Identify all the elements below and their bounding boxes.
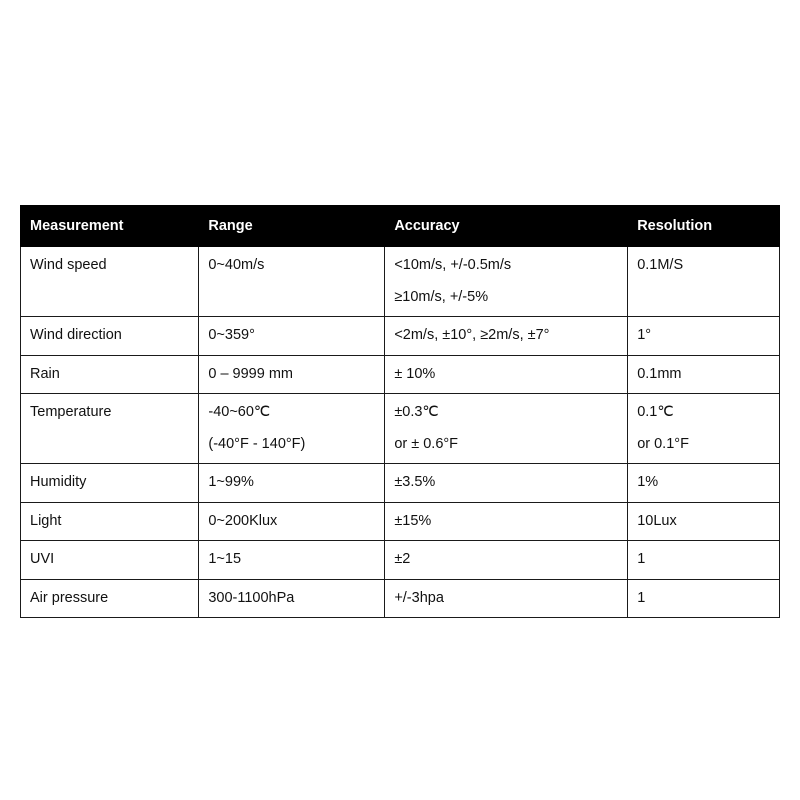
table-cell-range [199, 502, 385, 540]
cell-text: 0~40m/s [208, 257, 265, 274]
cell-text: Wind direction [30, 327, 122, 344]
cell-text: ±0.3℃ [394, 404, 439, 421]
table-cell-resolution [628, 317, 780, 355]
table-cell-accuracy [385, 579, 628, 617]
cell-text: 1% [637, 474, 659, 491]
cell-text: -40~60℃ [208, 404, 271, 421]
cell-text: ±15% [394, 512, 432, 529]
cell-text: 0.1℃ [637, 404, 674, 421]
table-cell-resolution [628, 502, 780, 540]
table-cell-accuracy [385, 317, 628, 355]
table-cell-range [199, 247, 385, 317]
table-cell-measurement [21, 247, 199, 317]
table-body [21, 247, 780, 618]
cell-text: Rain [30, 365, 60, 382]
table-cell-resolution [628, 247, 780, 317]
table-cell-measurement [21, 502, 199, 540]
table-cell-measurement [21, 464, 199, 502]
cell-text: Temperature [30, 404, 112, 421]
cell-text: 1° [637, 327, 652, 344]
cell-text: UVI [30, 551, 55, 568]
table-row [21, 579, 780, 617]
table-cell-range [199, 355, 385, 393]
table-cell-resolution [628, 355, 780, 393]
table-cell-measurement [21, 317, 199, 355]
table-cell-accuracy [385, 464, 628, 502]
cell-text: 0.1mm [637, 365, 682, 382]
table-cell-resolution [628, 579, 780, 617]
cell-text: 1 [637, 551, 646, 568]
cell-text: ± 10% [394, 365, 436, 382]
table-row [21, 247, 780, 317]
table-cell-range [199, 541, 385, 579]
table-cell-resolution [628, 541, 780, 579]
table-row [21, 394, 780, 464]
cell-text: 300-1100hPa [208, 589, 295, 606]
cell-text: 0~359° [208, 327, 255, 344]
column-header-accuracy: Accuracy [385, 206, 628, 247]
table-cell-measurement [21, 355, 199, 393]
table-cell-resolution [628, 394, 780, 464]
table-cell-accuracy [385, 247, 628, 317]
cell-text: <10m/s, +/-0.5m/s [394, 257, 512, 274]
column-header-measurement: Measurement [21, 206, 199, 247]
cell-text: 0~200Klux [208, 512, 278, 529]
cell-text: +/-3hpa [394, 589, 444, 606]
cell-text: ±3.5% [394, 474, 436, 491]
cell-text: 1~15 [208, 551, 242, 568]
cell-text: or ± 0.6°F [394, 435, 459, 452]
table-cell-measurement [21, 541, 199, 579]
cell-text: Light [30, 512, 62, 529]
table-row [21, 541, 780, 579]
table-cell-range [199, 317, 385, 355]
table-cell-accuracy [385, 541, 628, 579]
cell-text: 1 [637, 589, 646, 606]
cell-text: <2m/s, ±10°, ≥2m/s, ±7° [394, 327, 550, 344]
cell-text: ±2 [394, 551, 411, 568]
table-cell-measurement [21, 394, 199, 464]
cell-text: 0.1M/S [637, 257, 684, 274]
cell-text: ≥10m/s, +/-5% [394, 288, 489, 305]
table-cell-accuracy [385, 394, 628, 464]
table-header-row [21, 206, 780, 247]
table-row [21, 502, 780, 540]
table-header [21, 206, 780, 247]
cell-text: Wind speed [30, 257, 107, 274]
cell-text: 10Lux [637, 512, 677, 529]
table-cell-resolution [628, 464, 780, 502]
column-header-resolution: Resolution [628, 206, 780, 247]
column-header-range: Range [199, 206, 385, 247]
table-cell-range [199, 579, 385, 617]
table-cell-accuracy [385, 502, 628, 540]
cell-text: Humidity [30, 474, 87, 491]
cell-text: 1~99% [208, 474, 254, 491]
specifications-table [20, 205, 780, 618]
table-cell-accuracy [385, 355, 628, 393]
cell-text: 0 – 9999 mm [208, 365, 293, 382]
table-cell-measurement [21, 579, 199, 617]
table-cell-range [199, 464, 385, 502]
table-row [21, 355, 780, 393]
cell-text: or 0.1°F [637, 435, 689, 452]
table-row [21, 317, 780, 355]
table-row [21, 464, 780, 502]
cell-text: Air pressure [30, 589, 109, 606]
cell-text: (-40°F - 140°F) [208, 435, 306, 452]
table-cell-range [199, 394, 385, 464]
